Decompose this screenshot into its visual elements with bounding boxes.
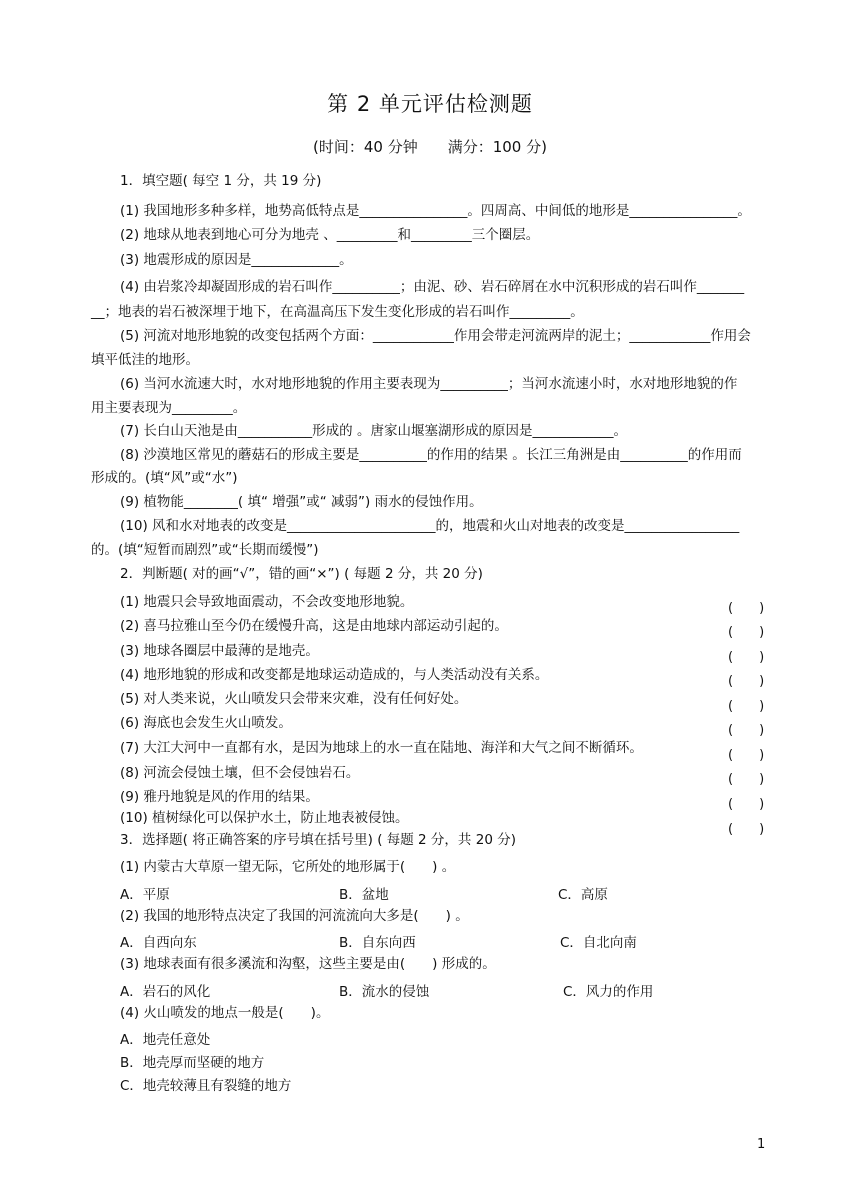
fill-line-4-cont: __；地表的岩石被深埋于地下，在高温高压下发生变化形成的岩石叫作_________。	[91, 304, 584, 320]
section2-heading: 2．判断题( 对的画“√”，错的画“×”) ( 每题 2 分，共 20 分)	[120, 566, 483, 582]
judge-item-8: (8) 河流会侵蚀土壤，但不会侵蚀岩石。	[120, 765, 360, 781]
answer-paren-8: ( )	[728, 772, 765, 787]
judge-item-2: (2) 喜马拉雅山至今仍在缓慢升高，这是由地球内部运动引起的。	[120, 618, 508, 634]
choice-q2: (2) 我国的地形特点决定了我国的河流流向大多是( ) 。	[120, 908, 469, 924]
judge-item-3: (3) 地球各圈层中最薄的是地壳。	[120, 643, 319, 659]
fill-line-8: (8) 沙漠地区常见的蘑菇石的形成主要是__________的作用的结果 。长江三角洲是由__________的作用而	[120, 447, 742, 463]
exam-time-score: (时间：40 分钟 满分：100 分)	[313, 138, 547, 156]
choice-q4-option-a: A．地壳任意处	[120, 1032, 211, 1048]
fill-line-5-cont: 填平低洼的地形。	[91, 352, 199, 368]
answer-paren-9: ( )	[728, 797, 765, 812]
answer-paren-4: ( )	[728, 674, 765, 689]
fill-line-7: (7) 长白山天池是由___________形成的 。唐家山堰塞湖形成的原因是____________。	[120, 423, 627, 439]
choice-q1-option-a: A．平原	[120, 887, 170, 903]
answer-paren-6: ( )	[728, 723, 765, 738]
judge-item-5: (5) 对人类来说，火山喷发只会带来灾难，没有任何好处。	[120, 691, 468, 707]
choice-q4-option-b: B．地壳厚而坚硬的地方	[120, 1055, 265, 1071]
choice-q4: (4) 火山喷发的地点一般是( )。	[120, 1005, 330, 1021]
judge-item-7: (7) 大江大河中一直都有水，是因为地球上的水一直在陆地、海洋和大气之间不断循环。	[120, 740, 643, 756]
choice-q3-option-a: A．岩石的风化	[120, 984, 211, 1000]
answer-paren-10: ( )	[728, 822, 765, 837]
judge-item-1: (1) 地震只会导致地面震动，不会改变地形地貌。	[120, 594, 414, 610]
choice-q3-option-b: B．流水的侵蚀	[339, 984, 430, 1000]
choice-q2-option-c: C．自北向南	[560, 935, 637, 951]
choice-q3: (3) 地球表面有很多溪流和沟壑，这些主要是由( ) 形成的。	[120, 956, 496, 972]
fill-line-6: (6) 当河水流速大时，水对地形地貌的作用主要表现为__________；当河水流速小时，水对地形地貌的作	[120, 376, 738, 392]
judge-item-9: (9) 雅丹地貌是风的作用的结果。	[120, 789, 319, 805]
fill-line-2: (2) 地球从地表到地心可分为地壳 、_________和_________三个圈层。	[120, 227, 540, 243]
judge-item-10: (10) 植树绿化可以保护水土，防止地表被侵蚀。	[120, 810, 409, 826]
judge-item-6: (6) 海底也会发生火山喷发。	[120, 715, 292, 731]
choice-q1-option-b: B．盆地	[339, 887, 389, 903]
choice-q2-option-b: B．自东向西	[339, 935, 416, 951]
choice-q1-option-c: C．高原	[558, 887, 608, 903]
fill-line-3: (3) 地震形成的原因是_____________。	[120, 252, 353, 268]
answer-paren-7: ( )	[728, 748, 765, 763]
section1-heading: 1．填空题( 每空 1 分，共 19 分)	[120, 173, 322, 189]
choice-q3-option-c: C．风力的作用	[563, 984, 654, 1000]
fill-line-6-cont: 用主要表现为_________。	[91, 400, 247, 416]
judge-item-4: (4) 地形地貌的形成和改变都是地球运动造成的，与人类活动没有关系。	[120, 667, 549, 683]
fill-line-10: (10) 风和水对地表的改变是______________________的，地震和火山对地表的改变是_________________	[120, 518, 740, 534]
answer-paren-2: ( )	[728, 625, 765, 640]
fill-line-10-cont: 的。(填“短暂而剧烈”或“长期而缓慢”)	[91, 542, 319, 558]
page-title: 第 2 单元评估检测题	[327, 92, 533, 116]
fill-line-8-cont: 形成的。(填“风”或“水”)	[91, 470, 238, 486]
section3-heading: 3．选择题( 将正确答案的序号填在括号里) ( 每题 2 分，共 20 分)	[120, 832, 516, 848]
page-number: 1	[757, 1137, 766, 1152]
choice-q1: (1) 内蒙古大草原一望无际，它所处的地形属于( ) 。	[120, 859, 456, 875]
fill-line-1: (1) 我国地形多种多样，地势高低特点是________________。四周高、中间低的地形是________________。	[120, 203, 751, 219]
fill-line-4: (4) 由岩浆冷却凝固形成的岩石叫作__________；由泥、砂、岩石碎屑在水中沉积形成的岩石叫作_______	[120, 279, 745, 295]
fill-line-9: (9) 植物能________( 填“ 增强”或“ 减弱”) 雨水的侵蚀作用。	[120, 494, 483, 510]
fill-line-5: (5) 河流对地形地貌的改变包括两个方面：____________作用会带走河流两岸的泥土；____________作用会	[120, 328, 751, 344]
answer-paren-3: ( )	[728, 650, 765, 665]
answer-paren-5: ( )	[728, 699, 765, 714]
choice-q2-option-a: A．自西向东	[120, 935, 197, 951]
answer-paren-1: ( )	[728, 601, 765, 616]
choice-q4-option-c: C．地壳较薄且有裂缝的地方	[120, 1078, 292, 1094]
